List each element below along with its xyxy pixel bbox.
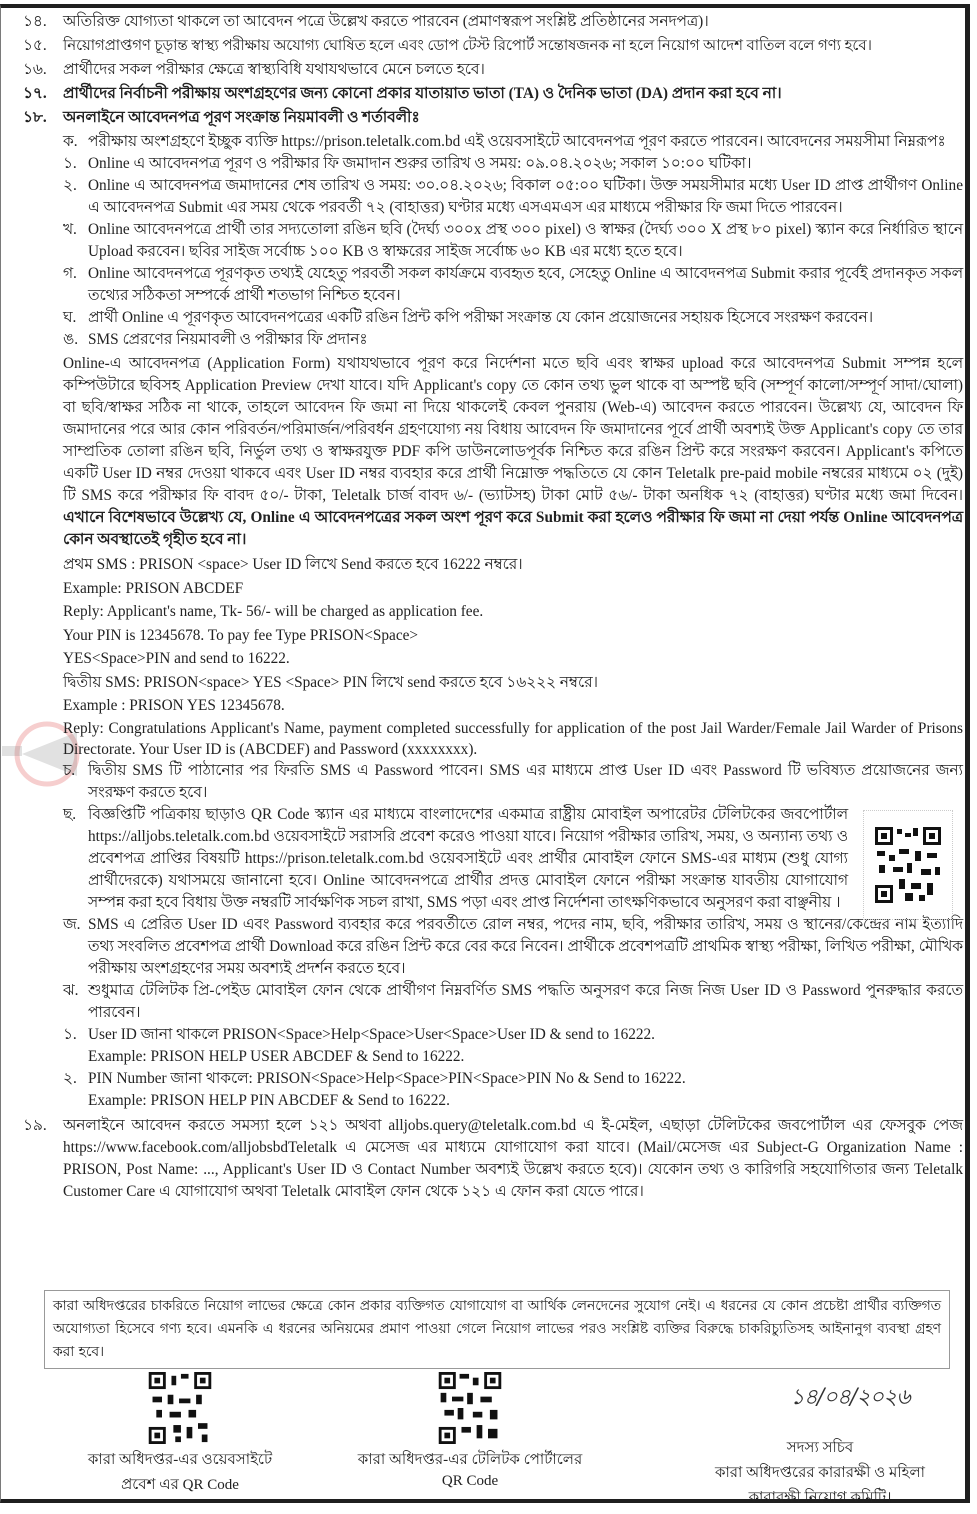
warning-notice-box: কারা অধিদপ্তরের চাকরিতে নিয়োগ লাভের ক্ষেত্রে কোন প্রকার ব্যক্তিগত যোগাযোগ বা আর্থিক লেনদেনের সুযোগ নেই। এ ধরনের যে কোন প্রচেষ্টা প্রার্থীর ব্যক্তিগত অযোগ্যতা হিসেবে গণ্য হবে। এমনকি এ ধরনের অনিয়মের প্রমাণ পাওয়া গেলে নিয়োগ লাভের পরও সংশ্লিষ্ট ব্যক্তির বিরুদ্ধে চাকরিচ্যুতিসহ আইনানুগ ব্যবস্থা গ্রহণ করা হবে। xyxy=(44,1290,950,1369)
item-18-gha: ঘ. প্রার্থী Online এ পূরণকৃত আবেদনপত্রের একটি রঙিন প্রিন্ট কপি পরীক্ষা সংক্রান্ত যে কোন প্রয়োজনের সহায়ক হিসেবে সংরক্ষণ করবেন। xyxy=(63,309,874,326)
item-18-date-1: ১. Online এ আবেদনপত্র পূরণ ও পরীক্ষার ফি জমাদান শুরুর তারিখ ও সময়: ০৯.০৪.২০২৬; সকাল ১০:০০ ঘটিকা। xyxy=(63,155,752,172)
signature-block: ১৪/০৪/২০২৬ সদস্য সচিব কারা অধিদপ্তরের কারারক্ষী ও মহিলা কারারক্ষী নিয়োগ কমিটি। xyxy=(690,1372,950,1511)
qr-code-icon[interactable] xyxy=(436,1372,504,1444)
document-body xyxy=(23,11,963,1205)
qr-website: কারা অধিদপ্তর-এর ওয়েবসাইটে প্রবেশ এর QR Code xyxy=(70,1372,290,1498)
signatory-title: সদস্য সচিব xyxy=(786,1440,854,1456)
recovery-2-example: Example: PRISON HELP PIN ABCDEF & Send to 16222. xyxy=(88,1091,450,1109)
qr-code-alljobs[interactable] xyxy=(863,810,953,920)
recovery-1-example: Example: PRISON HELP USER ABCDEF & Send to 16222. xyxy=(88,1047,465,1065)
item-18-jha: ঝ. শুধুমাত্র টেলিটক প্রি-পেইড মোবাইল ফোন থেকে প্রার্থীগণ নিম্নবর্ণিত SMS পদ্ধতি অনুসরণ করে নিজ নিজ User ID ও Password পুনরুদ্ধার করতে পারবেন। xyxy=(63,981,963,1021)
item-18-kha: খ. Online আবেদনপত্রে প্রার্থী তার সদ্যতোলা রঙিন ছবি (দৈর্ঘ্য ৩০০x প্রস্থ ৩০০ pixel) ও স্বাক্ষর (দৈর্ঘ্য ৩০০ X প্রস্থ ৮০ pixel) স্ক্যান করে নির্ধারিত স্থানে Upload করবেন। ছবির সাইজ সর্বোচ্চ ১০০ KB ও স্বাক্ষরের সাইজ সর্বোচ্চ ৬০ KB এর মধ্যে হতে হবে। xyxy=(63,221,963,260)
sms-instructions-paragraph: Online-এ আবেদনপত্র (Application Form) যথাযথভাবে পূরণ করে নির্দেশনা মতে ছবি এবং স্বাক্ষর upload করে আবেদনপত্র Submit সম্পন্ন হলে কম্পিউটারে ছবিসহ Application Preview দেখা যাবে। যদি Applicant's copy তে কোন তথ্য ভুল থাকে বা অস্পষ্ট ছবি (সম্পূর্ণ কালো/সম্পূর্ণ সাদা/ঘোলা) বা ছবি/স্বাক্ষর সঠিক না থাকে, তাহলে আবেদন ফি জমা না দিয়ে থাকলেই কেবল পুনরায় (Web-এ) আবেদন করতে পারবেন। উল্লেখ্য যে, আবেদন ফি জমাদানের পরে আর কোন পরিবর্তন/পরিমার্জন/পরিবর্ধন গ্রহণযোগ্য নয় বিধায় আবেদন ফি জমাদানের পূর্বে প্রার্থী অবশ্যই উক্ত Applicant's copy তে তার সাম্প্রতিক তোলা রঙিন ছবি, নির্ভুল তথ্য ও স্বাক্ষরযুক্ত PDF কপি ডাউনলোডপূর্বক নিশ্চিত করে রঙিন প্রিন্ট করে সংরক্ষণ করবেন। Applicant's কপিতে একটি User ID নম্বর দেওয়া থাকবে এবং User ID নম্বর ব্যবহার করে প্রার্থী নিম্নোক্ত পদ্ধতিতে যে কোন Teletalk pre-paid mobile নম্বরের মাধ্যমে ০২ (দুই) টি SMS করে পরীক্ষার ফি বাবদ ৫০/- টাকা, Teletalk চার্জ বাবদ ৬/- (ভ্যাটসহ) টাকা মোট ৫৬/- টাকা অনধিক ৭২ (বাহাত্তর) ঘণ্টার মধ্যে জমা দিবেন। এখানে বিশেষভাবে উল্লেখ্য যে, Online এ আবেদনপত্রের সকল অংশ পূরণ করে Submit করা হলেও পরীক্ষার ফি জমা না দেয়া পর্যন্ত Online আবেদনপত্র কোন অবস্থাতেই গৃহীত হবে না। xyxy=(63,355,963,548)
sms-line: Reply: Applicant's name, Tk- 56/- will be charged as application fee. xyxy=(63,603,484,620)
item-18-heading: ১৮. অনলাইনে আবেদনপত্র পূরণ সংক্রান্ত নিয়মাবলী ও শর্তাবলীঃ xyxy=(23,109,420,126)
recovery-2: ২. PIN Number জানা থাকলে: PRISON<Space>Help<Space>PIN<Space>PIN No & Send to 16222. xyxy=(63,1069,686,1087)
sms-line: Your PIN is 12345678. To pay fee Type PRISON<Space> xyxy=(63,626,419,644)
footer xyxy=(0,1372,970,1506)
sms-line: Reply: Congratulations Applicant's Name, payment completed successfully for application of the post Jail Warder/Female Jail Warder of Prisons Directorate. Your User ID is (ABCDEF) and Password (xxxxxxxx). xyxy=(63,719,963,758)
item-14: ১৪. অতিরিক্ত যোগ্যতা থাকলে তা আবেদন পত্রে উল্লেখ করতে পারবেন (প্রমাণস্বরূপ সংশ্লিষ্ট প্রতিষ্ঠানের সনদপত্র)। xyxy=(23,13,709,30)
item-17: ১৭. প্রার্থীদের নির্বাচনী পরীক্ষায় অংশগ্রহণের জন্য কোনো প্রকার যাতায়াত ভাতা (TA) ও দৈনিক ভাতা (DA) প্রদান করা হবে না। xyxy=(23,85,782,102)
item-18-ga: গ. Online আবেদনপত্রে পূরণকৃত তথ্যই যেহেতু পরবর্তী সকল কার্যক্রমে ব্যবহৃত হবে, সেহেতু Online এ আবেদনপত্র Submit করার পূর্বেই প্রদানকৃত সকল তথ্যের সঠিকতা সম্পর্কে প্রার্থী শতভাগ নিশ্চিত হবেন। xyxy=(63,265,963,304)
signature-scribble: ১৪/০৪/২০২৬ xyxy=(790,1385,910,1410)
item-18-ja: জ. SMS এ প্রেরিত User ID এবং Password ব্যবহার করে পরবর্তীতে রোল নম্বর, পদের নাম, ছবি, পরীক্ষার তারিখ, সময় ও স্থানের/কেন্দ্রের নাম ইত্যাদি তথ্য সংবলিত প্রবেশপত্র প্রার্থী Download করে রঙিন প্রিন্ট করে বের করে নিবেন। প্রার্থীকে প্রবেশপত্রটি প্রাথমিক স্বাস্থ্য পরীক্ষা, লিখিত পরীক্ষা, মৌখিক পরীক্ষায় অংশগ্রহণের সময় অবশ্যই প্রদর্শন করতে হবে। xyxy=(63,915,963,977)
item-18-cha: চ. দ্বিতীয় SMS টি পাঠানোর পর ফিরতি SMS এ Password পাবেন। SMS এর মাধ্যমে প্রাপ্ত User ID এবং Password টি ভবিষ্যত প্রয়োজনের জন্য সংরক্ষণ করতে হবে। xyxy=(63,761,963,801)
item-18-uma: ঙ. SMS প্রেরণের নিয়মাবলী ও পরীক্ষার ফি প্রদানঃ xyxy=(63,331,368,348)
item-15: ১৫. নিয়োগপ্রাপ্তগণ চূড়ান্ত স্বাস্থ্য পরীক্ষায় অযোগ্য ঘোষিত হলে এবং ডোপ টেস্ট রিপোর্ট সন্তোষজনক না হলে নিয়োগ আদেশ বাতিল বলে গণ্য হবে। xyxy=(23,37,872,54)
sms-line: Example : PRISON YES 12345678. xyxy=(63,697,285,714)
recovery-1: ১. User ID জানা থাকলে PRISON<Space>Help<Space>User<Space>User ID & send to 16222. xyxy=(63,1025,656,1043)
item-18-chha: ছ. বিজ্ঞপ্তিটি পত্রিকায় ছাড়াও QR Code স্ক্যান এর মাধ্যমে বাংলাদেশের একমাত্র রাষ্ট্রীয় মোবাইল অপারেটর টেলিটকের জবপোর্টাল https://alljobs.teletalk.com.bd ওয়েবসাইটে সরাসরি প্রবেশ করেও পাওয়া যাবে। নিয়োগ পরীক্ষার তারিখ, সময়, ও অন্যান্য তথ্য ও প্রবেশপত্র প্রাপ্তির বিষয়টি https://prison.teletalk.com.bd ওয়েবসাইটে এবং প্রার্থীর মোবাইল ফোনে SMS-এর মাধ্যম (শুধু যোগ্য প্রার্থীদেরকে) যথাসময়ে জানানো হবে। Online আবেদনপত্রে প্রার্থীর প্রদত্ত মোবাইল ফোনে পরীক্ষা সংক্রান্ত যাবতীয় যোগাযোগ সম্পন্ন করা হবে বিধায় উক্ত নম্বরটি সার্বক্ষণিক সচল রাখা, SMS পড়া এবং প্রাপ্ত নির্দেশনা তাৎক্ষণিকভাবে অনুসরণ করা বাঞ্ছনীয় । xyxy=(63,804,963,914)
item-16: ১৬. প্রার্থীদের সকল পরীক্ষার ক্ষেত্রে স্বাস্থ্যবিধি যথাযথভাবে মেনে চলতে হবে। xyxy=(23,61,485,78)
sms-warning-bold: এখানে বিশেষভাবে উল্লেখ্য যে, Online এ আবেদনপত্রের সকল অংশ পূরণ করে Submit করা হলেও পরীক্ষার ফি জমা না দেয়া পর্যন্ত Online আবেদনপত্র কোন অবস্থাতেই গৃহীত হবে না। xyxy=(63,509,963,548)
qr-teletalk-portal: কারা অধিদপ্তর-এর টেলিটক পোর্টালের QR Code xyxy=(340,1372,600,1490)
sms-line: Example: PRISON ABCDEF xyxy=(63,579,244,597)
qr-code-icon xyxy=(875,827,941,903)
item-18-ka: ক. পরীক্ষায় অংশগ্রহণে ইচ্ছুক ব্যক্তি https://prison.teletalk.com.bd এই ওয়েবসাইটে আবেদনপত্র পূরণ করতে পারবেন। আবেদনের সময়সীমা নিম্নরূপঃ xyxy=(63,133,946,150)
qr-code-icon[interactable] xyxy=(146,1372,214,1444)
sms-line: দ্বিতীয় SMS: PRISON<space> YES <Space> PIN লিখে send করতে হবে ১৬২২২ নম্বরে। xyxy=(63,673,598,691)
item-18-date-2: ২. Online এ আবেদনপত্র জমাদানের শেষ তারিখ ও সময়: ৩০.০৪.২০২৬; বিকাল ০৫:০০ ঘটিকা। উক্ত সময়সীমার মধ্যে User ID প্রাপ্ত প্রার্থীগণ Online এ আবেদনপত্র Submit এর সময় থেকে পরবর্তী ৭২ (বাহাত্তর) ঘণ্টার মধ্যে এসএমএস এর মাধ্যমে পরীক্ষার ফি জমা দিতে পারবেন। xyxy=(63,177,963,216)
sms-line: প্রথম SMS : PRISON <space> User ID লিখে Send করতে হবে 16222 নম্বরে। xyxy=(63,556,523,573)
sms-line: YES<Space>PIN and send to 16222. xyxy=(63,650,290,667)
item-19: ১৯. অনলাইনে আবেদন করতে সমস্যা হলে ১২১ অথবা alljobs.query@teletalk.com.bd এ ই-মেইল, এছাড়া টেলিটকের জবপোর্টাল এর ফেসবুক পেজ https://www.facebook.com/alljobsbdTeletalk এ মেসেজ এর মাধ্যমে যোগাযোগ করা যাবে। (Mail/মেসেজ এর Subject-G Organization Name : PRISON, Post Name: ..., Applicant's User ID ও Contact Number অবশ্যই উল্লেখ করতে হবে)। যেকোন তথ্য ও কারিগরি সহযোগিতার জন্য Teletalk Customer Care এ যোগাযোগ অথবা Teletalk মোবাইল ফোন থেকে ১২১ এ ফোন করা যেতে পারে। xyxy=(23,1116,963,1200)
